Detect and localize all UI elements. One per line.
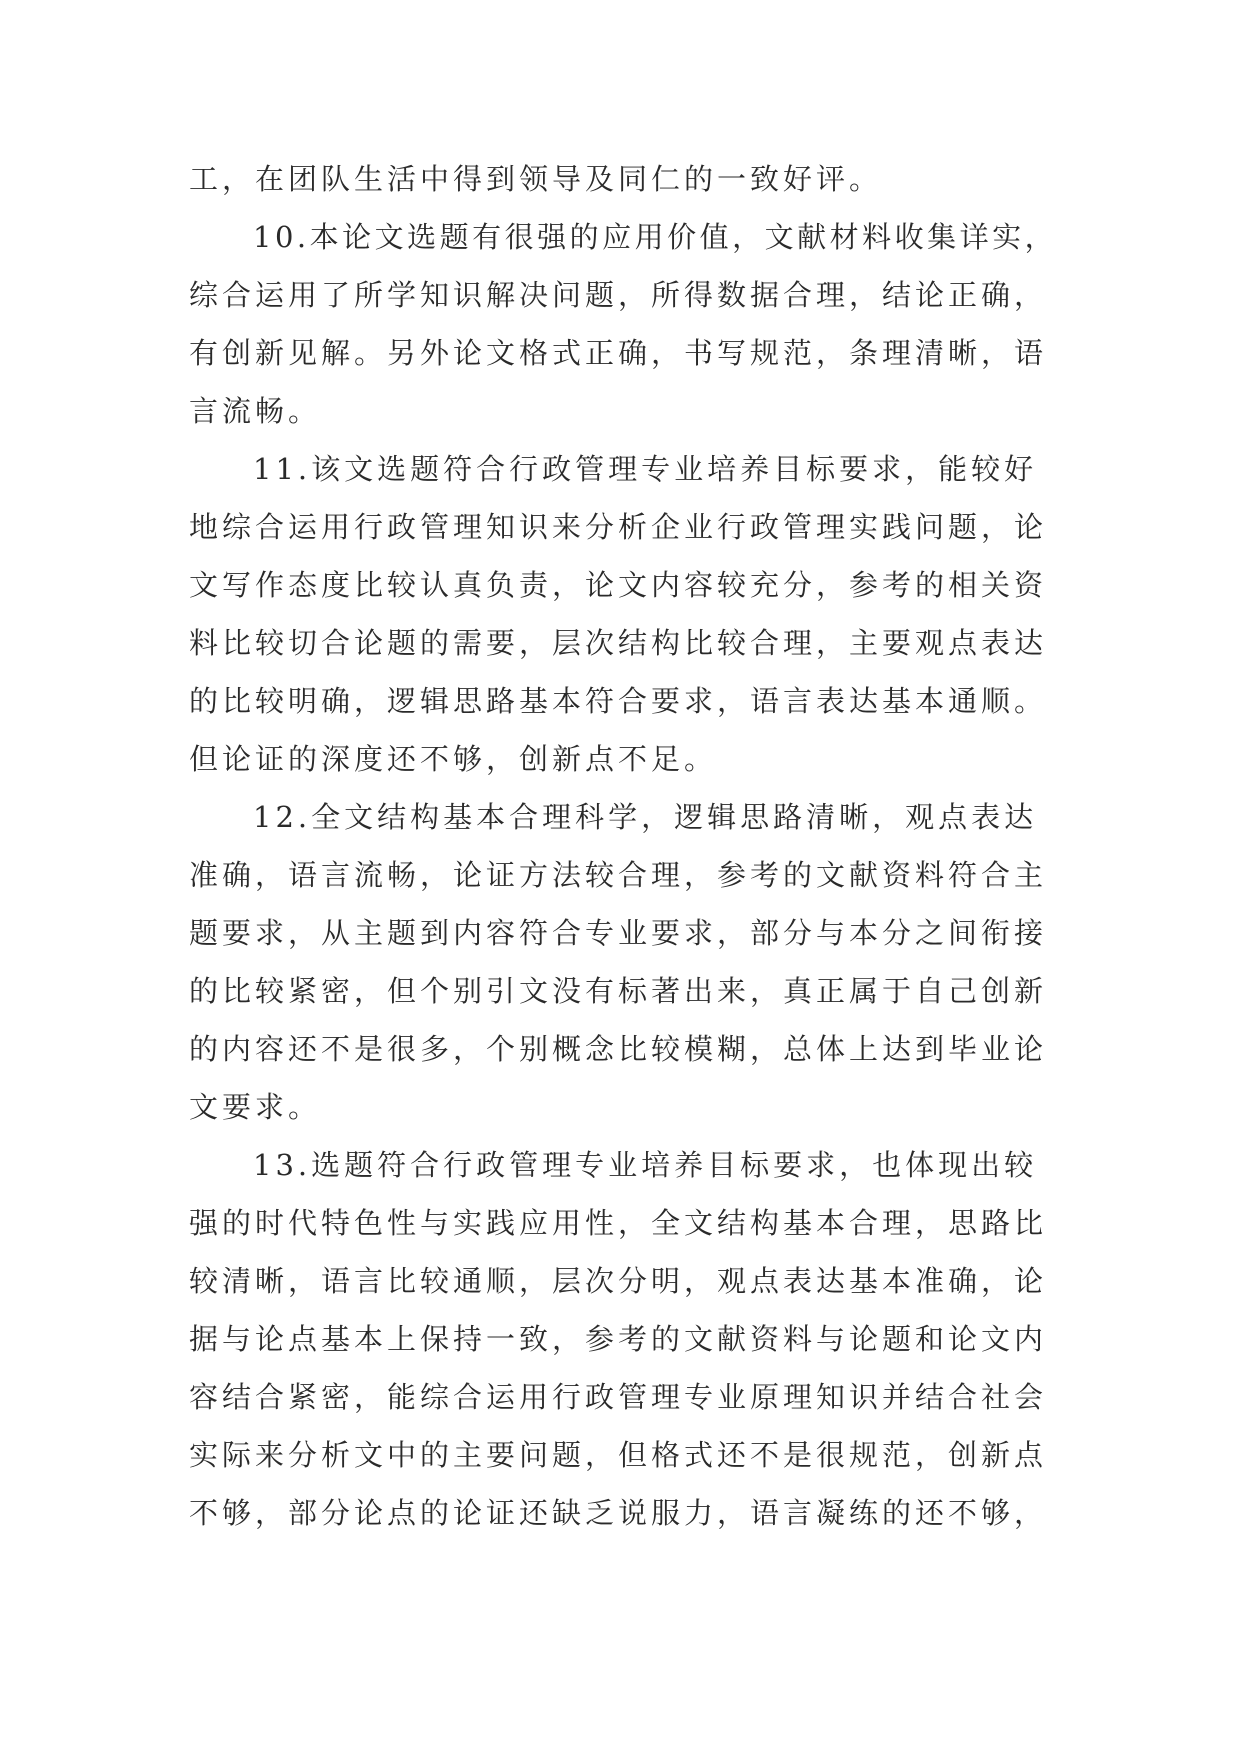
text-line: 据与论点基本上保持一致，参考的文献资料与论题和论文内 — [189, 1322, 1048, 1356]
text-line: 较清晰，语言比较通顺，层次分明，观点表达基本准确，论 — [189, 1264, 1048, 1298]
text-line: 实际来分析文中的主要问题，但格式还不是很规范，创新点 — [189, 1438, 1048, 1472]
paragraph-11-line: 11.该文选题符合行政管理专业培养目标要求，能较好 — [253, 452, 1038, 486]
text-line: 综合运用了所学知识解决问题，所得数据合理，结论正确， — [189, 278, 1048, 312]
text-line: 但论证的深度还不够，创新点不足。 — [189, 742, 718, 776]
text-line: 地综合运用行政管理知识来分析企业行政管理实践问题，论 — [189, 510, 1048, 544]
text-line: 的内容还不是很多，个别概念比较模糊，总体上达到毕业论 — [189, 1032, 1048, 1066]
text-line: 言流畅。 — [189, 394, 322, 428]
paragraph-13-line: 13.选题符合行政管理专业培养目标要求，也体现出较 — [253, 1148, 1038, 1182]
paragraph-10-line: 10.本论文选题有很强的应用价值，文献材料收集详实， — [253, 220, 1058, 254]
text-line: 有创新见解。另外论文格式正确，书写规范，条理清晰，语 — [189, 336, 1048, 370]
text-line: 料比较切合论题的需要，层次结构比较合理，主要观点表达 — [189, 626, 1048, 660]
body-text — [189, 150, 1069, 1542]
text-line: 文要求。 — [189, 1090, 322, 1124]
text-line: 工，在团队生活中得到领导及同仁的一致好评。 — [189, 162, 883, 196]
text-line: 准确，语言流畅，论证方法较合理，参考的文献资料符合主 — [189, 858, 1048, 892]
text-line: 的比较明确，逻辑思路基本符合要求，语言表达基本通顺。 — [189, 684, 1048, 718]
text-line: 文写作态度比较认真负责，论文内容较充分，参考的相关资 — [189, 568, 1048, 602]
text-line: 容结合紧密，能综合运用行政管理专业原理知识并结合社会 — [189, 1380, 1048, 1414]
text-line: 的比较紧密，但个别引文没有标著出来，真正属于自己创新 — [189, 974, 1048, 1008]
text-line: 强的时代特色性与实践应用性，全文结构基本合理，思路比 — [189, 1206, 1048, 1240]
text-line: 不够，部分论点的论证还缺乏说服力，语言凝练的还不够， — [189, 1496, 1048, 1530]
text-line: 题要求，从主题到内容符合专业要求，部分与本分之间衔接 — [189, 916, 1048, 950]
paragraph-12-line: 12.全文结构基本合理科学，逻辑思路清晰，观点表达 — [253, 800, 1038, 834]
